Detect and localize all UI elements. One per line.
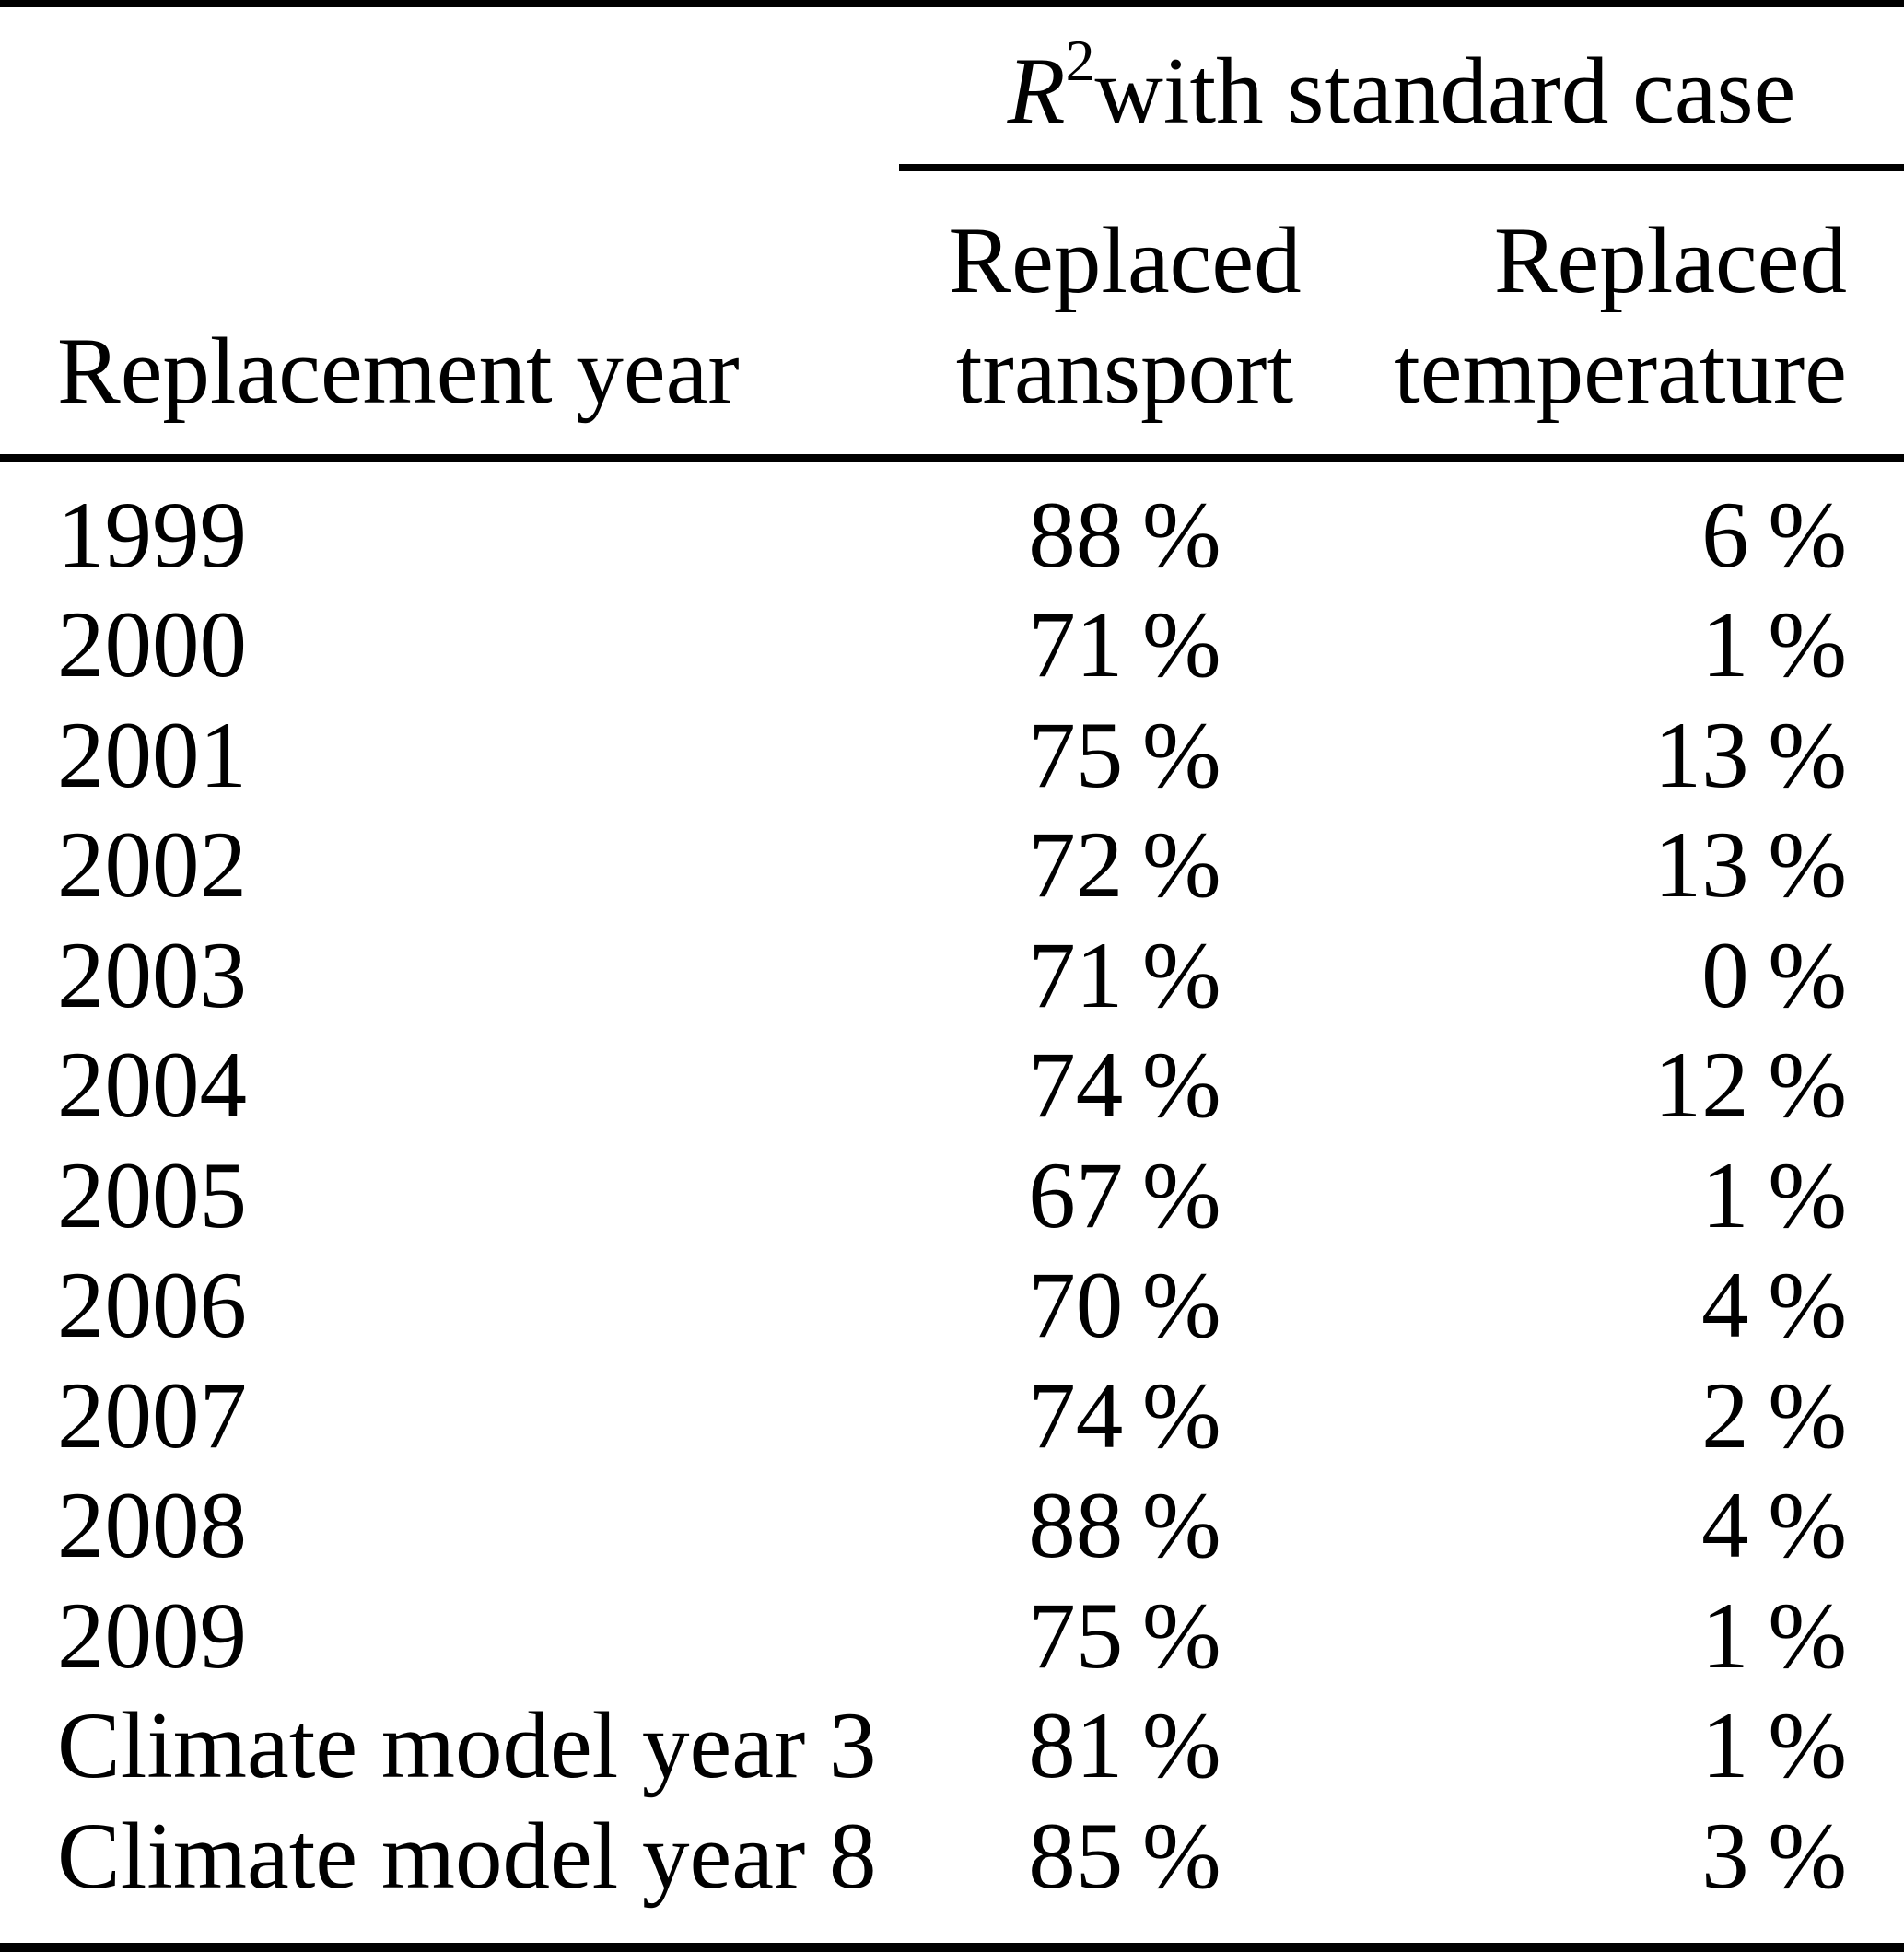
transport-value: 75 % <box>1028 702 1221 808</box>
r2-variable: R <box>1007 39 1066 144</box>
table-bottom-rule <box>0 1943 1904 1952</box>
year-cell: Climate model year 3 <box>57 1693 877 1799</box>
r2-header-rest: with standard case <box>1094 39 1796 144</box>
transport-value: 71 % <box>1028 592 1221 698</box>
year-cell: 2006 <box>57 1253 247 1359</box>
temperature-value: 1 % <box>1701 1583 1847 1689</box>
year-cell: 2001 <box>57 702 247 808</box>
transport-value: 71 % <box>1028 922 1221 1028</box>
temperature-value: 13 % <box>1653 812 1847 918</box>
replaced-transport-line1: Replaced <box>948 208 1302 313</box>
transport-value: 70 % <box>1028 1253 1221 1359</box>
year-cell: Climate model year 8 <box>57 1803 877 1909</box>
replaced-temperature-line2: temperature <box>1394 319 1847 424</box>
temperature-value: 13 % <box>1653 702 1847 808</box>
temperature-value: 6 % <box>1701 482 1847 588</box>
year-cell: 2007 <box>57 1362 247 1468</box>
year-cell: 2004 <box>57 1033 247 1139</box>
temperature-value: 1 % <box>1701 592 1847 698</box>
year-cell: 1999 <box>57 482 247 588</box>
replaced-temperature-column-header <box>1350 171 1904 454</box>
year-cell: 2009 <box>57 1583 247 1689</box>
transport-value: 72 % <box>1028 812 1221 918</box>
transport-value: 85 % <box>1028 1803 1221 1909</box>
temperature-value: 1 % <box>1701 1142 1847 1248</box>
temperature-value: 4 % <box>1701 1253 1847 1359</box>
year-cell: 2000 <box>57 592 247 698</box>
year-cell: 2008 <box>57 1473 247 1579</box>
span-header-spacer <box>0 7 899 171</box>
span-header-row <box>0 7 1904 171</box>
transport-value: 75 % <box>1028 1583 1221 1689</box>
replaced-transport-column-header <box>899 171 1350 454</box>
table-body <box>0 462 1904 1911</box>
transport-value: 74 % <box>1028 1362 1221 1468</box>
temperature-value: 2 % <box>1701 1362 1847 1468</box>
temperature-value: 1 % <box>1701 1693 1847 1799</box>
temperature-value: 0 % <box>1701 922 1847 1028</box>
temperature-value: 3 % <box>1701 1803 1847 1909</box>
transport-value: 81 % <box>1028 1693 1221 1799</box>
r2-with-standard-case-header: R 2 with standard case <box>899 7 1904 171</box>
year-cell: 2003 <box>57 922 247 1028</box>
replaced-temperature-label <box>1394 205 1847 427</box>
transport-value: 74 % <box>1028 1033 1221 1139</box>
year-cell: 2002 <box>57 812 247 918</box>
replaced-temperature-line1: Replaced <box>1493 208 1847 313</box>
temperature-value: 4 % <box>1701 1473 1847 1579</box>
replacement-year-column-header: Replacement year <box>57 319 740 424</box>
replaced-transport-label <box>948 205 1301 427</box>
transport-value: 88 % <box>1028 1473 1221 1579</box>
year-cell: 2005 <box>57 1142 247 1248</box>
column-headers-row <box>0 171 1904 462</box>
temperature-value: 12 % <box>1653 1033 1847 1139</box>
transport-value: 88 % <box>1028 482 1221 588</box>
table-top-rule <box>0 0 1904 7</box>
transport-value: 67 % <box>1028 1142 1221 1248</box>
replaced-transport-line2: transport <box>955 319 1294 424</box>
